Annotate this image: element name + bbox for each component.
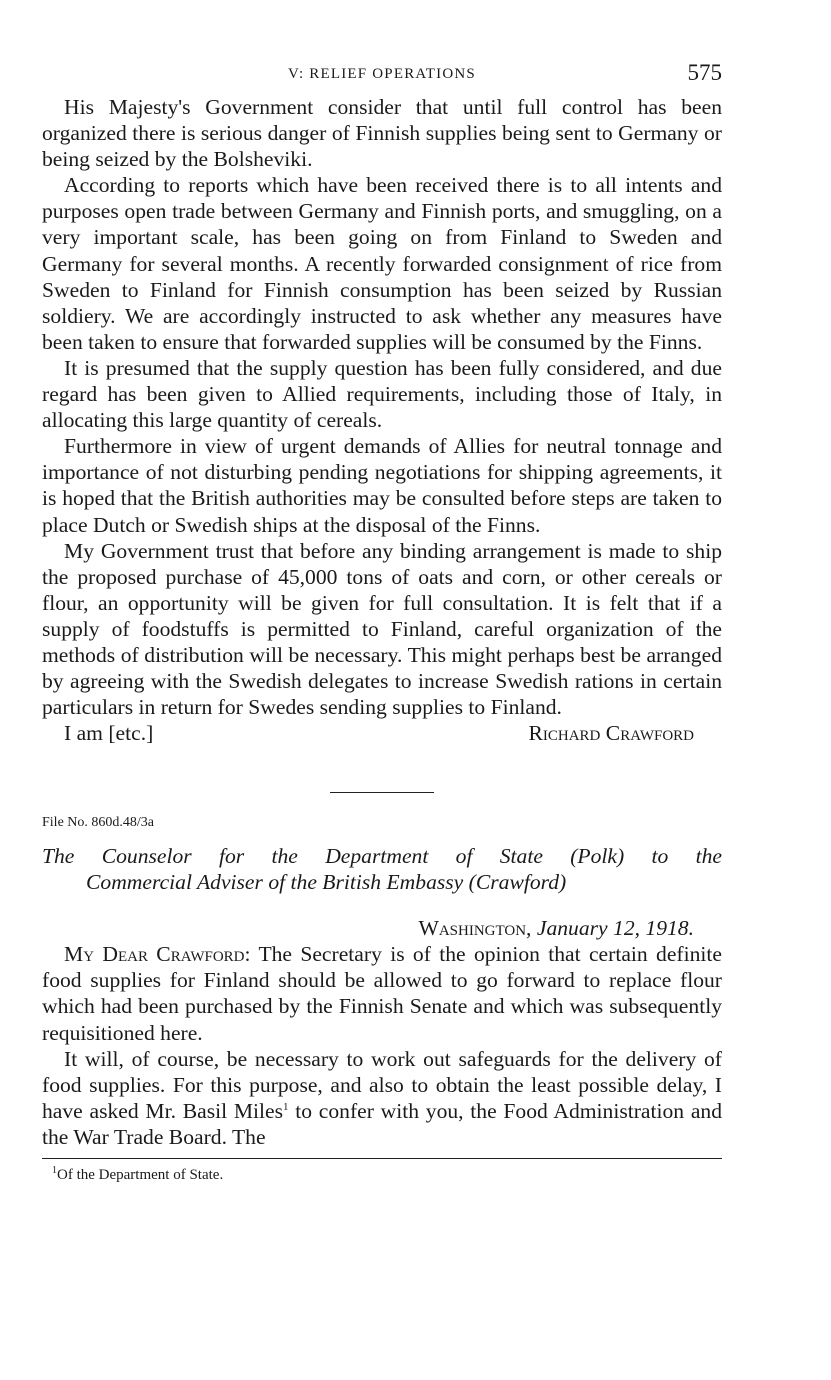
body-paragraph: It is presumed that the supply question has been fully considered, and due regard has been given to Allied requirements, including those of Italy, in allocating this large quantity of cereals. bbox=[42, 355, 722, 433]
page-number: 575 bbox=[687, 60, 722, 85]
footnote-rule bbox=[42, 1158, 722, 1159]
paragraph-text: It will, of course, be necessary to work out safeguards for the delivery of food supplies. For this purpose, and also to obtain the least possible delay, I have asked Mr. Basil Miles bbox=[42, 1046, 722, 1123]
dateline-place: Washington, bbox=[418, 916, 532, 941]
salutation: My Dear Crawford: bbox=[64, 942, 251, 967]
letter-signoff bbox=[42, 720, 722, 748]
body-paragraph: According to reports which have been received there is to all intents and purposes open trade between Germany and Finnish ports, and smuggling, on a very important scale, has been going on from Finland to Sweden and Germany for several months. A recently forwarded consignment of rice from Sweden to Finland for Finnish consumption has been seized by Russian soldiery. We are accordingly instructed to ask whether any measures have been taken to ensure that forwarded supplies will be consumed by the Finns. bbox=[42, 173, 722, 354]
paragraph-text: to confer with you, the Food Administration and the War Trade Board. The bbox=[42, 1098, 723, 1149]
footnote-mark: 1 bbox=[52, 1165, 57, 1176]
body-paragraph bbox=[42, 1046, 722, 1150]
document-title-line1: The Counselor for the Department of State (Polk) to the bbox=[42, 844, 722, 869]
running-head bbox=[42, 60, 722, 94]
running-title: V: RELIEF OPERATIONS bbox=[288, 66, 476, 82]
body-paragraph: Furthermore in view of urgent demands of Allies for neutral tonnage and importance of not disturbing pending negotiations for shipping agreements, it is hoped that the British authorities may be consulted before steps are taken to place Dutch or Swedish ships at the disposal of the Finns. bbox=[42, 434, 722, 537]
body-paragraph bbox=[42, 941, 722, 1045]
dateline-date: January 12, 1918. bbox=[536, 916, 694, 941]
closing-text: I am [etc.] bbox=[64, 721, 154, 746]
signature: Richard Crawford bbox=[528, 721, 694, 746]
file-number: File No. 860d.48/3a bbox=[42, 815, 154, 831]
section-divider bbox=[330, 792, 434, 793]
footnote bbox=[42, 1167, 722, 1184]
document-title-line2: Commercial Adviser of the British Embassy (Crawford) bbox=[86, 870, 567, 895]
footnote-reference: 1 bbox=[283, 1100, 289, 1113]
body-paragraph: His Majesty's Government consider that until full control has been organized there is serious danger of Finnish supplies being sent to Germany or being seized by the Bolsheviki. bbox=[42, 95, 722, 172]
body-paragraph: My Government trust that before any binding arrangement is made to ship the proposed purchase of 45,000 tons of oats and corn, or other cereals or flour, an opportunity will be given for full consultation. It is felt that if a supply of foodstuffs is permitted to Finland, careful organization of the methods of distribution will be necessary. This might perhaps best be arranged by agreeing with the Swedish delegates to increase Swedish rations in certain particulars in return for Swedes sending supplies to Finland. bbox=[42, 538, 722, 720]
paragraph-text: The Secretary is of the opinion that certain definite food supplies for Finland should be allowed to go forward to replace flour which had been purchased by the Finnish Senate and which was subsequently requisitioned here. bbox=[42, 942, 722, 1045]
page-content bbox=[42, 60, 722, 1184]
dateline bbox=[42, 915, 722, 941]
footnote-text: Of the Department of State. bbox=[57, 1167, 224, 1183]
